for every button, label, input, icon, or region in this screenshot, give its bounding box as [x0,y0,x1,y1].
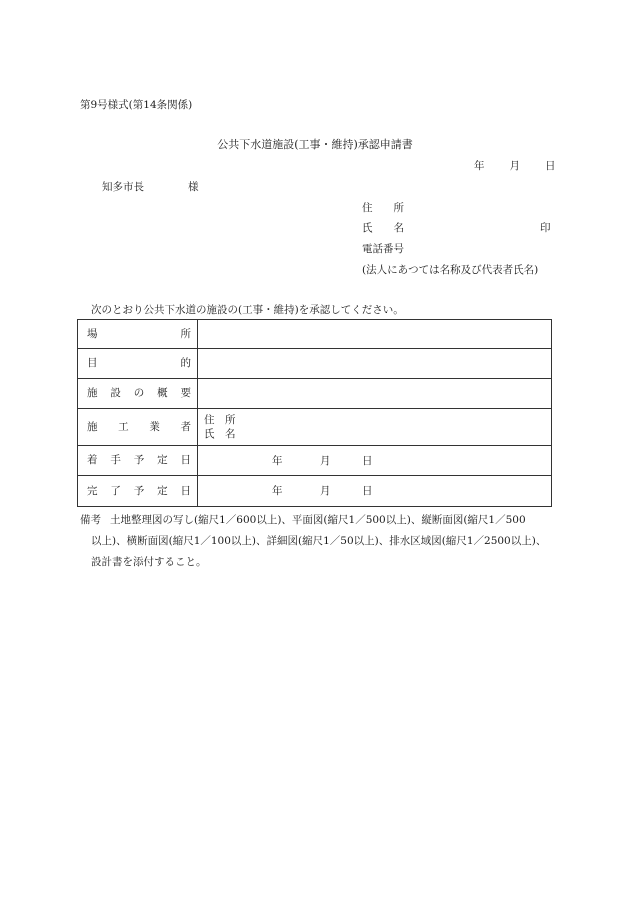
contractor-field[interactable] [198,409,552,446]
table-row-end-date [78,476,552,507]
table-row-purpose [78,349,552,379]
overview-label: 施 設 の 概 要 [78,379,198,409]
applicant-corporate-note: (法人にあつては名称及び代表者氏名) [362,264,539,276]
start-year-unit: 年 [272,455,283,467]
start-month-unit: 月 [320,455,331,467]
date-month-label: 月 [509,160,520,172]
table-row-start-date [78,446,552,476]
document-title: 公共下水道施設(工事・維持)承認申請書 [217,138,413,151]
date-day-label: 日 [545,160,556,172]
contractor-name-label: 氏 名 [204,428,236,440]
form-number-label: 第9号様式(第14条関係) [80,99,193,111]
addressee-name: 知多市長 [102,181,144,193]
remarks-line-2: 以上)、横断面図(縮尺1／100以上)、詳細図(縮尺1／50以上)、排水区域図(縮尺1／2500以上)、 [91,535,547,547]
request-statement: 次のとおり公共下水道の施設の(工事・維持)を承認してください。 [91,304,404,316]
table-row-place [78,320,552,349]
seal-mark: 印 [540,222,551,234]
applicant-phone-label: 電話番号 [362,243,404,255]
end-day-unit: 日 [362,485,373,497]
remarks-line-1: 土地整理図の写し(縮尺1／600以上)、平面図(縮尺1／500以上)、縦断面図(縮尺1／500 [110,514,526,526]
remarks [80,510,546,573]
start-date-field[interactable] [198,446,552,476]
place-field[interactable] [198,320,552,349]
start-date-label: 着 手 予 定 日 [78,446,198,476]
remarks-line-3: 設計書を添付すること。 [91,556,207,568]
addressee [102,182,199,193]
applicant-name-label: 氏 名 [362,222,404,234]
overview-field[interactable] [198,379,552,409]
application-date [474,161,556,172]
table-row-contractor [78,409,552,446]
end-date-label: 完 了 予 定 日 [78,476,198,507]
purpose-label: 目 的 [78,349,198,379]
end-year-unit: 年 [272,485,283,497]
applicant-address-label: 住 所 [362,202,404,214]
date-year-label: 年 [474,160,485,172]
end-month-unit: 月 [320,485,331,497]
purpose-field[interactable] [198,349,552,379]
place-label: 場 所 [78,320,198,349]
contractor-label: 施 工 業 者 [78,409,198,446]
contractor-address-label: 住 所 [204,414,236,426]
table-row-overview [78,379,552,409]
end-date-field[interactable] [198,476,552,507]
start-day-unit: 日 [362,455,373,467]
remarks-heading: 備考 [80,514,101,526]
addressee-honorific: 様 [188,181,199,193]
application-table [77,319,552,507]
